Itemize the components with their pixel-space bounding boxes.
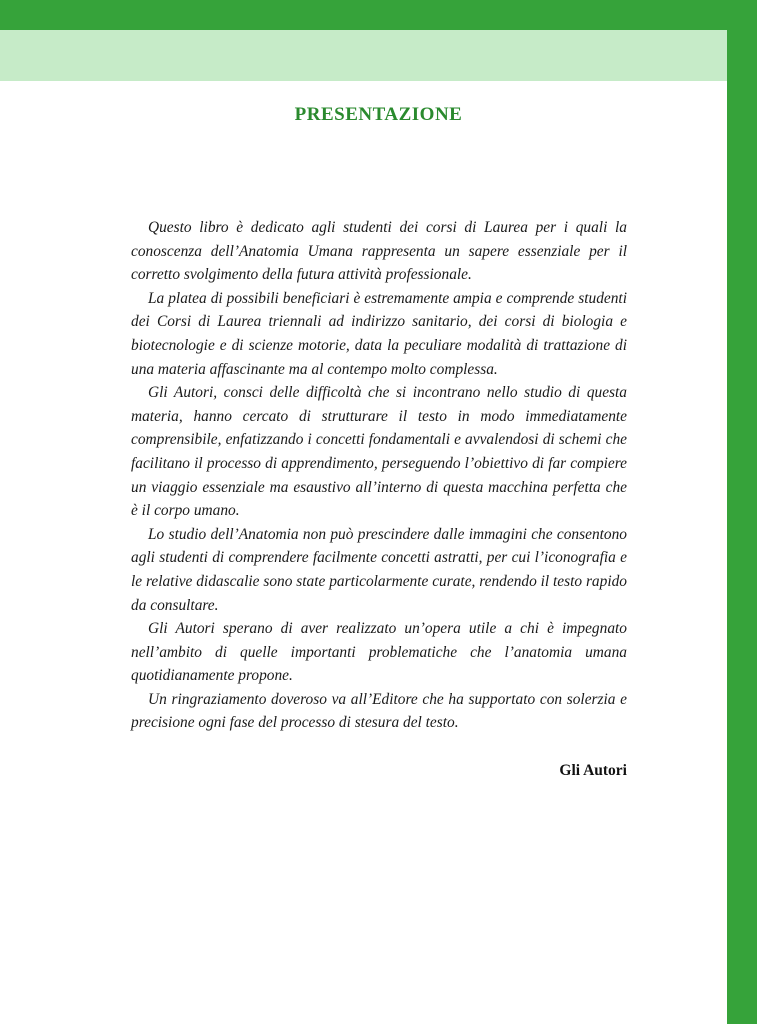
signature: Gli Autori: [559, 762, 627, 779]
right-green-bar: [727, 0, 757, 1024]
paragraph-1: Questo libro è dedicato agli studenti dei corsi di Laurea per i quali la conoscenza dell’Anatomia Umana rappresenta un sapere essenziale per il corretto svolgimento della futura attività professionale.: [131, 219, 627, 284]
paragraph-2: La platea di possibili beneficiari è estremamente ampia e comprende studenti dei Corsi di Laurea triennali ad indirizzo sanitario, dei corsi di biologia e biotecnologie e di scienze motorie, data la peculiare modalità di trattazione di una materia affascinante ma al contempo molto complessa.: [131, 289, 627, 378]
header-light-band: [0, 30, 727, 81]
presentation-body: [131, 216, 627, 735]
top-green-bar: [0, 0, 757, 30]
paragraph-6: Un ringraziamento doveroso va all’Editore che ha supportato con solerzia e precisione ogni fase del processo di stesura del testo.: [131, 690, 627, 732]
paragraph-5: Gli Autori sperano di aver realizzato un’opera utile a chi è impegnato nell’ambito di quelle importanti problematiche che l’anatomia umana quotidianamente propone.: [131, 620, 627, 685]
paragraph-4: Lo studio dell’Anatomia non può prescindere dalle immagini che consentono agli studenti di comprendere facilmente concetti astratti, per cui l’iconografia e le relative didascalie sono state particolarmente curate, rendendo il testo rapido da consultare.: [131, 525, 627, 614]
paragraph-3: Gli Autori, consci delle difficoltà che si incontrano nello studio di questa materia, hanno cercato di strutturare il testo in modo immediatamente comprensibile, enfatizzando i concetti fondamentali e avvalendosi di schemi che facilitano il processo di apprendimento, perseguendo l’obiettivo di far compiere un viaggio essenziale ma esaustivo all’interno di questa macchina perfetta che è il corpo umano.: [131, 384, 627, 520]
page-title: PRESENTAZIONE: [294, 104, 463, 125]
